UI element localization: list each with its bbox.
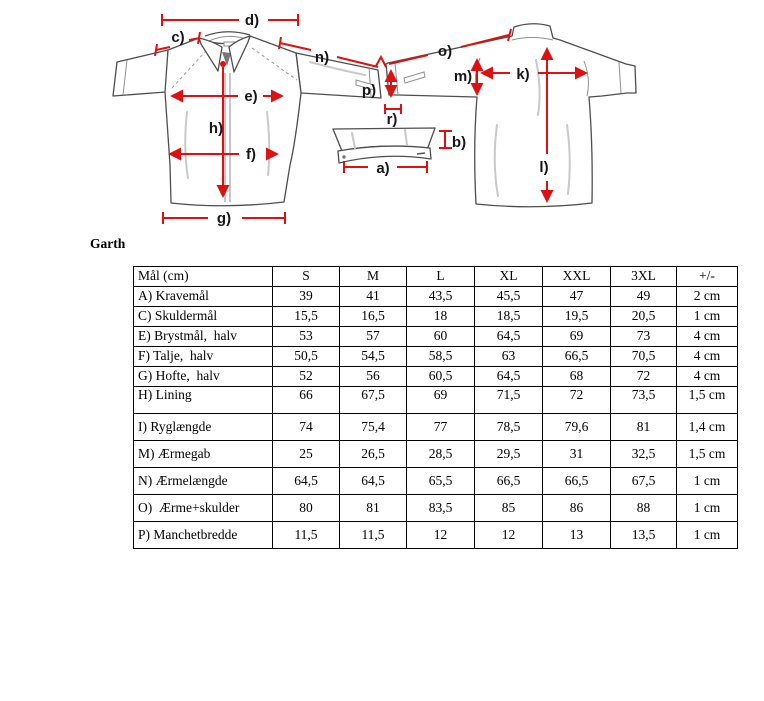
measurement-label-cell: A) Kravemål (134, 287, 273, 307)
measurement-value-cell: 11,5 (340, 522, 407, 549)
measure-label-m: m) (453, 68, 473, 85)
back-shirt-illustration (386, 24, 636, 207)
measurement-value-cell: 56 (340, 367, 407, 387)
measurement-value-cell: 65,5 (407, 468, 475, 495)
measure-label-l: l) (539, 159, 549, 176)
measurement-label-cell: G) Hofte, halv (134, 367, 273, 387)
measurement-value-cell: 69 (407, 387, 475, 414)
measure-label-d: d) (244, 12, 260, 29)
measurement-value-cell: 4 cm (677, 327, 738, 347)
table-row (134, 495, 738, 522)
size-table (133, 266, 738, 549)
measure-label-c: c) (171, 29, 185, 46)
measurement-value-cell: 47 (543, 287, 611, 307)
measurement-value-cell: 41 (340, 287, 407, 307)
measure-label-a: a) (376, 160, 390, 177)
size-table-head-row (134, 267, 738, 287)
column-header: M (340, 267, 407, 287)
measurement-value-cell: 32,5 (611, 441, 677, 468)
measurement-value-cell: 29,5 (475, 441, 543, 468)
measurement-value-cell: 18,5 (475, 307, 543, 327)
measure-label-k: k) (516, 66, 530, 83)
measurement-value-cell: 73,5 (611, 387, 677, 414)
measurement-value-cell: 26,5 (340, 441, 407, 468)
measure-label-h: h) (208, 120, 224, 137)
measure-label-p: p) (361, 82, 377, 99)
measure-d (162, 14, 298, 26)
measurement-value-cell: 60 (407, 327, 475, 347)
table-row (134, 287, 738, 307)
column-header: L (407, 267, 475, 287)
measurement-value-cell: 85 (475, 495, 543, 522)
measurement-value-cell: 81 (611, 414, 677, 441)
measurement-value-cell: 2 cm (677, 287, 738, 307)
measurement-value-cell: 39 (273, 287, 340, 307)
table-row (134, 347, 738, 367)
measurement-value-cell: 13 (543, 522, 611, 549)
measurement-value-cell: 4 cm (677, 347, 738, 367)
table-row (134, 307, 738, 327)
measurement-value-cell: 52 (273, 367, 340, 387)
measurement-value-cell: 54,5 (340, 347, 407, 367)
measurement-value-cell: 12 (407, 522, 475, 549)
measurement-value-cell: 64,5 (475, 367, 543, 387)
table-row (134, 441, 738, 468)
measurement-label-cell: P) Manchetbredde (134, 522, 273, 549)
column-header: +/- (677, 267, 738, 287)
measurement-label-cell: E) Brystmål, halv (134, 327, 273, 347)
measurement-value-cell: 67,5 (611, 468, 677, 495)
measurement-value-cell: 1,5 cm (677, 441, 738, 468)
measurement-value-cell: 1 cm (677, 495, 738, 522)
measurement-value-cell: 57 (340, 327, 407, 347)
measurement-value-cell: 19,5 (543, 307, 611, 327)
measurement-value-cell: 25 (273, 441, 340, 468)
measurement-value-cell: 70,5 (611, 347, 677, 367)
column-header-measure: Mål (cm) (134, 267, 273, 287)
measurement-value-cell: 28,5 (407, 441, 475, 468)
measurement-value-cell: 64,5 (273, 468, 340, 495)
column-header: S (273, 267, 340, 287)
measurement-value-cell: 18 (407, 307, 475, 327)
measurement-value-cell: 45,5 (475, 287, 543, 307)
measurement-value-cell: 81 (340, 495, 407, 522)
measurement-value-cell: 71,5 (475, 387, 543, 414)
measurement-value-cell: 72 (611, 367, 677, 387)
product-name: Garth (90, 236, 126, 251)
measurement-value-cell: 63 (475, 347, 543, 367)
table-row (134, 522, 738, 549)
measurement-value-cell: 80 (273, 495, 340, 522)
measurement-value-cell: 74 (273, 414, 340, 441)
measurement-value-cell: 58,5 (407, 347, 475, 367)
measurement-value-cell: 64,5 (475, 327, 543, 347)
measurement-value-cell: 68 (543, 367, 611, 387)
measure-label-r: r) (386, 111, 398, 128)
measure-label-f: f) (246, 146, 256, 163)
measurement-value-cell: 11,5 (273, 522, 340, 549)
measurement-value-cell: 50,5 (273, 347, 340, 367)
table-row (134, 468, 738, 495)
measurement-value-cell: 83,5 (407, 495, 475, 522)
measurement-label-cell: N) Ærmelængde (134, 468, 273, 495)
column-header: XXL (543, 267, 611, 287)
measurement-value-cell: 16,5 (340, 307, 407, 327)
measure-label-g: g) (216, 210, 232, 227)
measurement-value-cell: 1 cm (677, 307, 738, 327)
measurement-value-cell: 73 (611, 327, 677, 347)
column-header: XL (475, 267, 543, 287)
measurement-label-cell: M) Ærmegab (134, 441, 273, 468)
measurement-value-cell: 66,5 (543, 468, 611, 495)
measurement-value-cell: 53 (273, 327, 340, 347)
measurement-value-cell: 64,5 (340, 468, 407, 495)
measurement-value-cell: 69 (543, 327, 611, 347)
table-row (134, 387, 738, 414)
measure-label-n: n) (314, 49, 330, 66)
measurement-value-cell: 75,4 (340, 414, 407, 441)
measurement-value-cell: 86 (543, 495, 611, 522)
measurement-label-cell: I) Ryglængde (134, 414, 273, 441)
column-header: 3XL (611, 267, 677, 287)
table-row (134, 327, 738, 347)
measurement-value-cell: 66 (273, 387, 340, 414)
measurement-value-cell: 1 cm (677, 522, 738, 549)
measurement-value-cell: 1 cm (677, 468, 738, 495)
table-row (134, 414, 738, 441)
measurement-value-cell: 1,4 cm (677, 414, 738, 441)
measure-label-b: b) (451, 134, 467, 151)
measurement-value-cell: 43,5 (407, 287, 475, 307)
measurement-value-cell: 67,5 (340, 387, 407, 414)
measurement-value-cell: 20,5 (611, 307, 677, 327)
measurement-value-cell: 1,5 cm (677, 387, 738, 414)
measurement-value-cell: 4 cm (677, 367, 738, 387)
measure-label-o: o) (437, 43, 453, 60)
measurement-value-cell: 79,6 (543, 414, 611, 441)
measurement-value-cell: 13,5 (611, 522, 677, 549)
measurement-value-cell: 49 (611, 287, 677, 307)
measurement-label-cell: C) Skuldermål (134, 307, 273, 327)
measurement-label-cell: O) Ærme+skulder (134, 495, 273, 522)
measurement-value-cell: 77 (407, 414, 475, 441)
measurement-label-cell: F) Talje, halv (134, 347, 273, 367)
measurement-value-cell: 60,5 (407, 367, 475, 387)
measurement-label-cell: H) Lining (134, 387, 273, 414)
measure-label-e: e) (244, 88, 258, 105)
shirt-measurement-illustration (0, 0, 764, 240)
measurement-value-cell: 12 (475, 522, 543, 549)
measurement-value-cell: 15,5 (273, 307, 340, 327)
measurement-value-cell: 66,5 (543, 347, 611, 367)
measurement-diagram (0, 0, 764, 240)
measurement-value-cell: 66,5 (475, 468, 543, 495)
measurement-value-cell: 78,5 (475, 414, 543, 441)
measurement-value-cell: 72 (543, 387, 611, 414)
measurement-value-cell: 88 (611, 495, 677, 522)
collar-illustration (333, 128, 435, 163)
measure-b (439, 131, 452, 148)
table-row (134, 367, 738, 387)
measurement-value-cell: 31 (543, 441, 611, 468)
